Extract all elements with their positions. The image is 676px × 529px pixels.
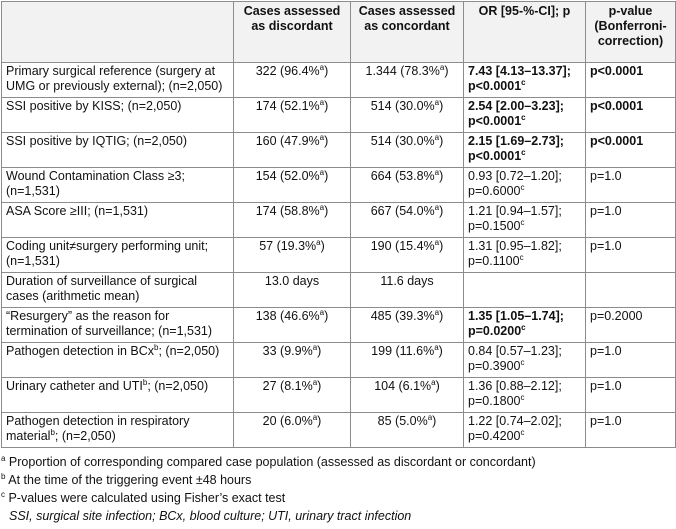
table-row [2,133,676,168]
row-label: Coding unit≠surgery performing unit; (n=1,531) [2,238,234,273]
cell-discordant: 138 (46.6%$^a$) [234,308,351,343]
cell-or [464,273,586,308]
cell-concordant: 514 (30.0%$^a$) [351,133,464,168]
cell-bonferroni [586,273,676,308]
cell-or: 1.21 [0.94–1.57]; p=0.1500$^c$ [464,203,586,238]
cell-concordant: 664 (53.8%$^a$) [351,168,464,203]
cell-concordant: 667 (54.0%$^a$) [351,203,464,238]
cell-discordant: 322 (96.4%$^a$) [234,63,351,98]
cell-discordant: 174 (52.1%$^a$) [234,98,351,133]
row-label: Duration of surveillance of surgical cases (arithmetic mean) [2,273,234,308]
table-row [2,378,676,413]
table-row [2,308,676,343]
cell-discordant: 27 (8.1%$^a$) [234,378,351,413]
footnote-a: $^a$ Proportion of corresponding compared case population (assessed as discordant or concordant) [1,453,536,469]
table-row [2,238,676,273]
cell-concordant: 199 (11.6%$^a$) [351,343,464,378]
row-label: Primary surgical reference (surgery at UMG or previously external); (n=2,050) [2,63,234,98]
abbreviations: SSI, surgical site infection; BCx, blood culture; UTI, urinary tract infection [9,509,412,523]
cell-or: 1.31 [0.95–1.82]; p=0.1100$^c$ [464,238,586,273]
row-label: SSI positive by KISS; (n=2,050) [2,98,234,133]
table-row [2,343,676,378]
header-bonferroni: p-value (Bonferroni-correction) [586,2,676,63]
header-variable [2,2,234,63]
cell-bonferroni: p=1.0 [586,343,676,378]
table-row [2,168,676,203]
cell-bonferroni: p=0.2000 [586,308,676,343]
cell-or: 2.15 [1.69–2.73]; p<0.0001$^c$ [464,133,586,168]
row-label: Pathogen detection in respiratory material$^b$; (n=2,050) [2,413,234,448]
row-label: Pathogen detection in BCx$^b$; (n=2,050) [2,343,234,378]
cell-bonferroni: p=1.0 [586,203,676,238]
cell-concordant: 485 (39.3%$^a$) [351,308,464,343]
cell-concordant: 190 (15.4%$^a$) [351,238,464,273]
cell-discordant: 20 (6.0%$^a$) [234,413,351,448]
cell-discordant: 57 (19.3%$^a$) [234,238,351,273]
row-label: “Resurgery” as the reason for termination of surveillance; (n=1,531) [2,308,234,343]
footnote-b: $^b$ At the time of the triggering event ±48 hours [1,471,252,487]
cell-bonferroni: p<0.0001 [586,133,676,168]
cell-discordant: 33 (9.9%$^a$) [234,343,351,378]
table-body [2,63,676,448]
cell-discordant: 174 (58.8%$^a$) [234,203,351,238]
header-concordant: Cases assessed as concordant [351,2,464,63]
cell-bonferroni: p=1.0 [586,238,676,273]
cell-discordant: 154 (52.0%$^a$) [234,168,351,203]
cell-or: 1.36 [0.88–2.12]; p=0.1800$^c$ [464,378,586,413]
cell-bonferroni: p=1.0 [586,378,676,413]
cell-bonferroni: p<0.0001 [586,63,676,98]
cell-bonferroni: p=1.0 [586,413,676,448]
cell-concordant: 85 (5.0%$^a$) [351,413,464,448]
cell-concordant: 1.344 (78.3%$^a$) [351,63,464,98]
cell-or: 0.84 [0.57–1.23]; p=0.3900$^c$ [464,343,586,378]
cell-discordant: 160 (47.9%$^a$) [234,133,351,168]
cell-concordant: 11.6 days [351,273,464,308]
row-label: SSI positive by IQTIG; (n=2,050) [2,133,234,168]
cell-concordant: 514 (30.0%$^a$) [351,98,464,133]
cell-or: 7.43 [4.13–13.37]; p<0.0001$^c$ [464,63,586,98]
table-row [2,273,676,308]
footnote-c: $^c$ P-values were calculated using Fisher’s exact test [1,489,286,505]
cell-bonferroni: p<0.0001 [586,98,676,133]
header-or: OR [95-%-CI]; p [464,2,586,63]
footnotes [1,453,673,525]
cell-or: 2.54 [2.00–3.23]; p<0.0001$^c$ [464,98,586,133]
table-row [2,63,676,98]
row-label: ASA Score ≥III; (n=1,531) [2,203,234,238]
cell-or: 1.35 [1.05–1.74]; p=0.0200$^c$ [464,308,586,343]
cell-or: 0.93 [0.72–1.20]; p=0.6000$^c$ [464,168,586,203]
cell-or: 1.22 [0.74–2.02]; p=0.4200$^c$ [464,413,586,448]
cell-bonferroni: p=1.0 [586,168,676,203]
row-label: Wound Contamination Class ≥3; (n=1,531) [2,168,234,203]
table-row [2,203,676,238]
header-discordant: Cases assessed as discordant [234,2,351,63]
cell-discordant: 13.0 days [234,273,351,308]
row-label: Urinary catheter and UTI$^b$; (n=2,050) [2,378,234,413]
cell-concordant: 104 (6.1%$^a$) [351,378,464,413]
results-table [1,1,676,448]
header-row [2,2,676,63]
table-row [2,413,676,448]
table-row [2,98,676,133]
